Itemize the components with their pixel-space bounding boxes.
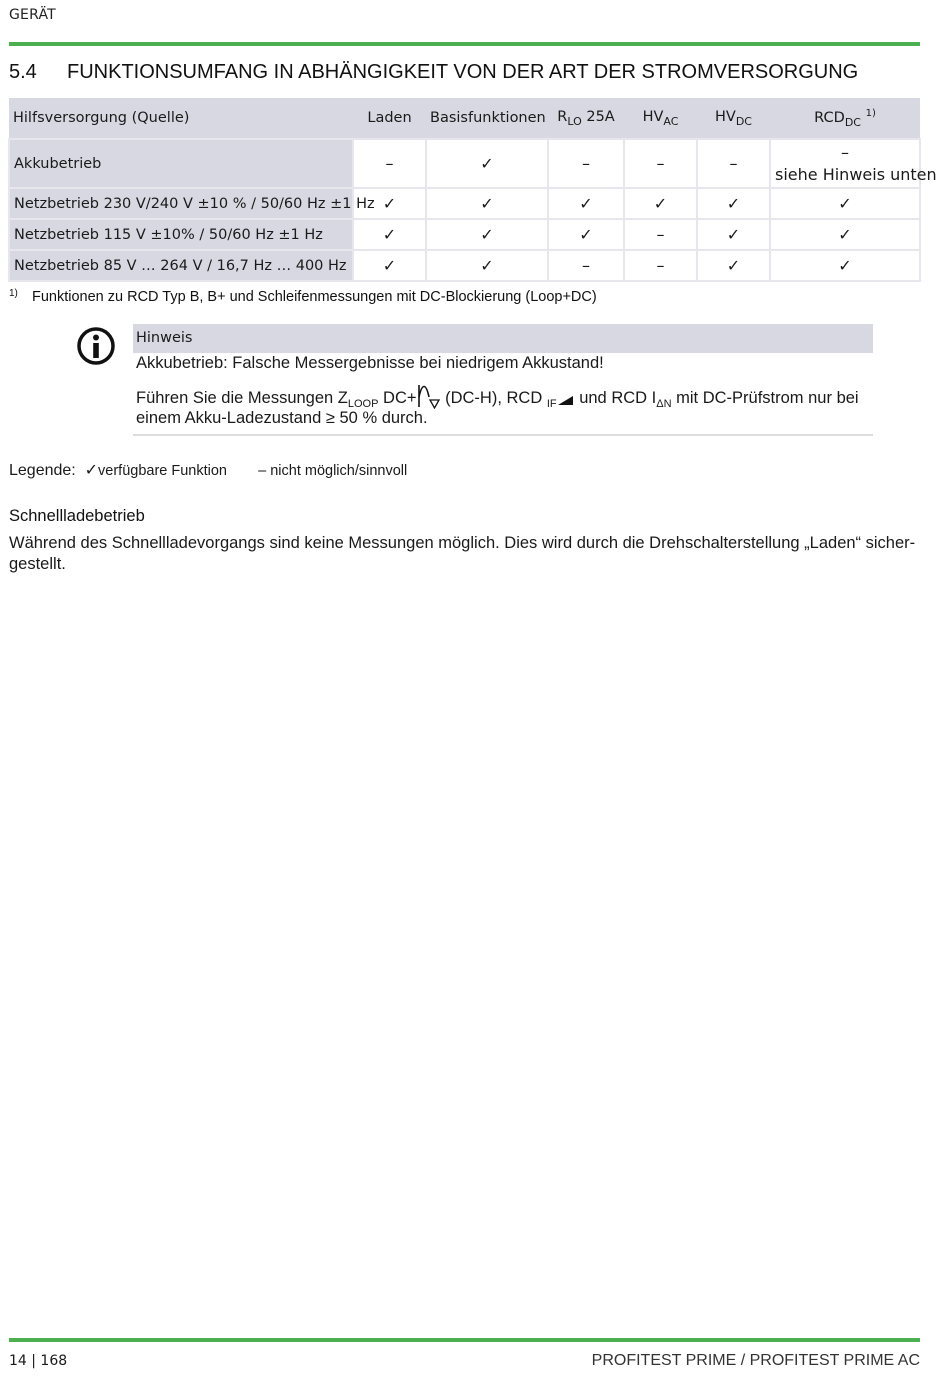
footer-rule — [9, 1338, 920, 1342]
table-footnote — [9, 288, 597, 305]
row-label: Akkubetrieb — [9, 139, 353, 188]
cell: ✓ — [548, 188, 624, 219]
row-label: Netzbetrieb 85 V … 264 V / 16,7 Hz … 400 Hz — [9, 250, 353, 281]
table-row — [9, 250, 920, 281]
cell: ✓ — [624, 188, 697, 219]
schnellladen-text: Während des Schnellladevorgangs sind keine Messungen möglich. Dies wird durch die Drehschalterstellung „Laden“ sicher-gestellt. — [9, 534, 916, 573]
header-rule — [9, 42, 920, 46]
hinweis-title: Hinweis — [136, 330, 193, 346]
cell: ✓ — [426, 188, 548, 219]
cell-note-text: siehe Hinweis unten — [775, 164, 937, 184]
cell-rcd-note: – siehe Hinweis unten — [770, 139, 920, 188]
footnote-text: Funktionen zu RCD Typ B, B+ und Schleifenmessungen mit DC-Blockierung (Loop+DC) — [32, 289, 597, 305]
hinweis-header-bar — [133, 324, 873, 353]
cell: ✓ — [770, 219, 920, 250]
cell: ✓ — [697, 250, 770, 281]
col-header-rlo: $R_{LO}$ 25A — [548, 98, 624, 139]
cell: – — [548, 250, 624, 281]
col-header-hvdc: $HV_{DC}$ — [697, 98, 770, 139]
table-row — [9, 188, 920, 219]
col-header-hvac: $HV_{AC}$ — [624, 98, 697, 139]
row-label: Netzbetrieb 115 V ±10% / 50/60 Hz ±1 Hz — [9, 219, 353, 250]
cell: ✓ — [426, 250, 548, 281]
col-header-rcd: $RCD_{DC}$ $^{1)}$ — [770, 98, 920, 139]
col-header-laden: Laden — [353, 98, 426, 139]
cell: ✓ — [426, 219, 548, 250]
row-label: Netzbetrieb 230 V/240 V ±10 % / 50/60 Hz ±1 Hz — [9, 188, 353, 219]
cell: – — [548, 139, 624, 188]
half-wave-dc-icon — [417, 385, 441, 409]
cell: ✓ — [353, 188, 426, 219]
section-heading — [9, 61, 858, 84]
ramp-icon — [557, 394, 575, 406]
legend-label: Legende: — [9, 462, 76, 479]
product-name: PROFITEST PRIME / PROFITEST PRIME AC — [591, 1352, 920, 1369]
cell: ✓ — [548, 219, 624, 250]
hinweis-line-2: Führen Sie die Messungen $Z_{LOOP}$ DC+ (DC-H), RCD $_{IF}$ und RCD $I_{\Delta N}$ mit DC-Prüfstrom nur bei — [136, 385, 859, 410]
cell: ✓ — [426, 139, 548, 188]
cell: ✓ — [353, 219, 426, 250]
footnote-mark: 1) — [9, 288, 18, 299]
cell: ✓ — [697, 219, 770, 250]
cell: – — [624, 139, 697, 188]
table-row — [9, 139, 920, 188]
cell: – — [353, 139, 426, 188]
cell: – — [697, 139, 770, 188]
legend — [9, 460, 407, 480]
table-header-row — [9, 98, 920, 139]
hinweis-bottom-rule — [133, 434, 873, 436]
section-title: FUNKTIONSUMFANG IN ABHÄNGIGKEIT VON DER ART DER STROMVERSORGUNG — [67, 61, 859, 83]
col-header-source: Hilfsversorgung (Quelle) — [9, 98, 353, 139]
legend-check-text: verfügbare Funktion — [98, 463, 227, 479]
section-number: 5.4 — [9, 61, 37, 83]
info-icon — [76, 326, 116, 366]
hinweis-line-3: einem Akku-Ladezustand ≥ 50 % durch. — [136, 409, 428, 427]
legend-dash-text: – nicht möglich/sinnvoll — [258, 463, 408, 479]
function-table — [8, 98, 937, 282]
table-row — [9, 219, 920, 250]
page-number: 14 | 168 — [9, 1353, 68, 1369]
cell: ✓ — [353, 250, 426, 281]
cell: ✓ — [770, 250, 920, 281]
col-header-basis: Basisfunktionen — [426, 98, 548, 139]
cell: ✓ — [770, 188, 920, 219]
check-icon: ✓ — [84, 462, 99, 479]
hinweis-line-1: Akkubetrieb: Falsche Messergebnisse bei niedrigem Akkustand! — [136, 354, 604, 372]
chapter-label: GERÄT — [9, 7, 56, 23]
cell: – — [624, 219, 697, 250]
cell: – — [624, 250, 697, 281]
schnellladen-heading: Schnellladebetrieb — [9, 507, 145, 525]
cell: ✓ — [697, 188, 770, 219]
